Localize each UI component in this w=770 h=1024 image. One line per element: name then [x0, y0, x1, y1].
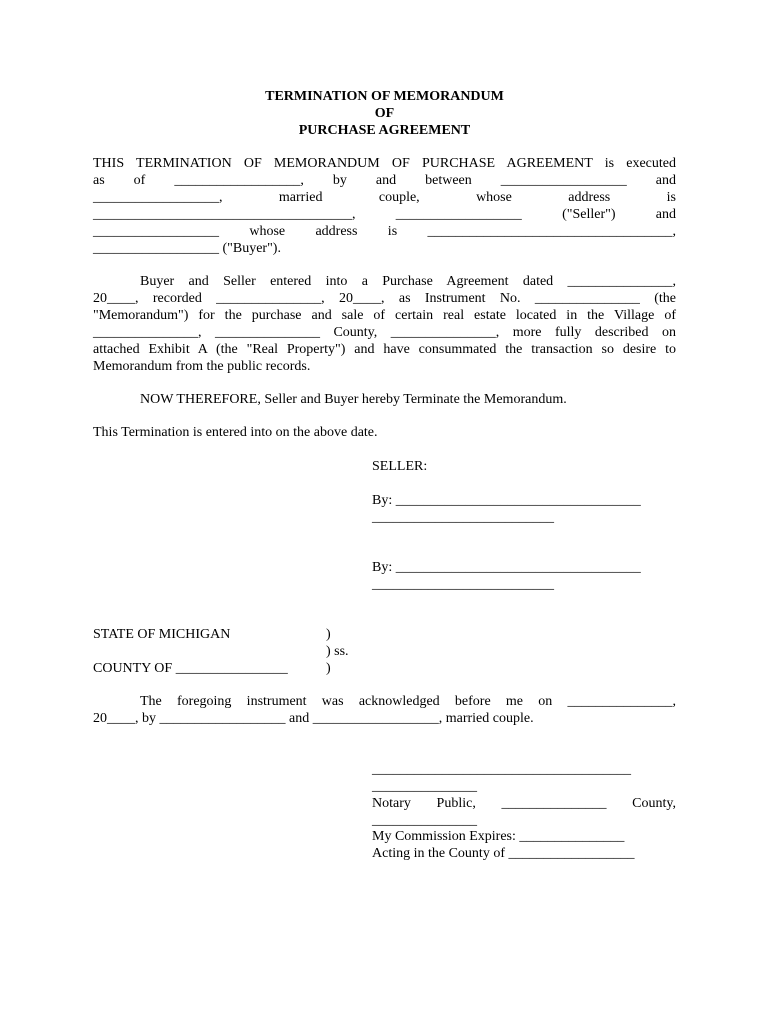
intro-line: _____________________________________, __________________ ("Seller") and [93, 207, 676, 222]
recital-line: Memorandum from the public records. [93, 359, 311, 374]
venue-county: COUNTY OF ________________ [93, 661, 288, 676]
intro-paragraph [93, 155, 676, 257]
now-therefore-clause: NOW THEREFORE, Seller and Buyer hereby Terminate the Memorandum. [140, 392, 567, 407]
intro-line: __________________ whose address is ___________________________________, [93, 224, 676, 239]
acknowledgment-line: The foregoing instrument was acknowledged before me on _______________, [140, 694, 676, 709]
document-title-line-1: TERMINATION OF MEMORANDUM [265, 89, 504, 104]
notary-public-text: Notary Public, _______________ County, [372, 796, 676, 811]
recital-paragraph [93, 273, 676, 375]
intro-line: as of __________________, by and between __________________ and [93, 173, 676, 188]
commission-expires: My Commission Expires: _______________ [372, 829, 625, 844]
intro-line: THIS TERMINATION OF MEMORANDUM OF PURCHASE AGREEMENT is executed [93, 156, 676, 171]
seller-signature-line-1-cont: __________________________ [372, 510, 554, 525]
recital-line: "Memorandum") for the purchase and sale of certain real estate located in the Village of [93, 308, 676, 323]
intro-line: __________________ ("Buyer"). [93, 241, 281, 256]
venue-bracket-bottom: ) [326, 661, 331, 676]
seller-signature-line-2[interactable]: By: ___________________________________ [372, 560, 641, 575]
notary-signature-line[interactable]: _____________________________________ [372, 762, 631, 777]
acknowledgment-paragraph [93, 693, 676, 727]
notary-public-line [372, 795, 676, 812]
seller-signature-line-2-cont: __________________________ [372, 577, 554, 592]
venue-bracket-top: ) [326, 627, 331, 642]
venue-state: STATE OF MICHIGAN [93, 627, 231, 642]
document-title-line-2: OF [374, 106, 395, 121]
document-title-line-3: PURCHASE AGREEMENT [298, 123, 471, 138]
notary-signature-line-cont: _______________ [372, 779, 477, 794]
seller-label: SELLER: [372, 459, 428, 474]
seller-signature-line-1[interactable]: By: ___________________________________ [372, 493, 641, 508]
venue-ss: ) ss. [326, 644, 349, 659]
recital-line: 20____, recorded _______________, 20____, as Instrument No. _______________ (the [93, 291, 676, 306]
acknowledgment-line: 20____, by __________________ and __________________, married couple. [93, 711, 534, 726]
notary-public-cont: _______________ [372, 813, 477, 828]
recital-line: attached Exhibit A (the "Real Property") and have consummated the transaction so desire to [93, 342, 676, 357]
acting-county: Acting in the County of __________________ [372, 846, 635, 861]
recital-line: _______________, _______________ County, _______________, more fully described on [93, 325, 676, 340]
termination-date-statement: This Termination is entered into on the above date. [93, 425, 378, 440]
recital-line: Buyer and Seller entered into a Purchase Agreement dated _______________, [140, 274, 676, 289]
intro-line: __________________, married couple, whose address is [93, 190, 676, 205]
